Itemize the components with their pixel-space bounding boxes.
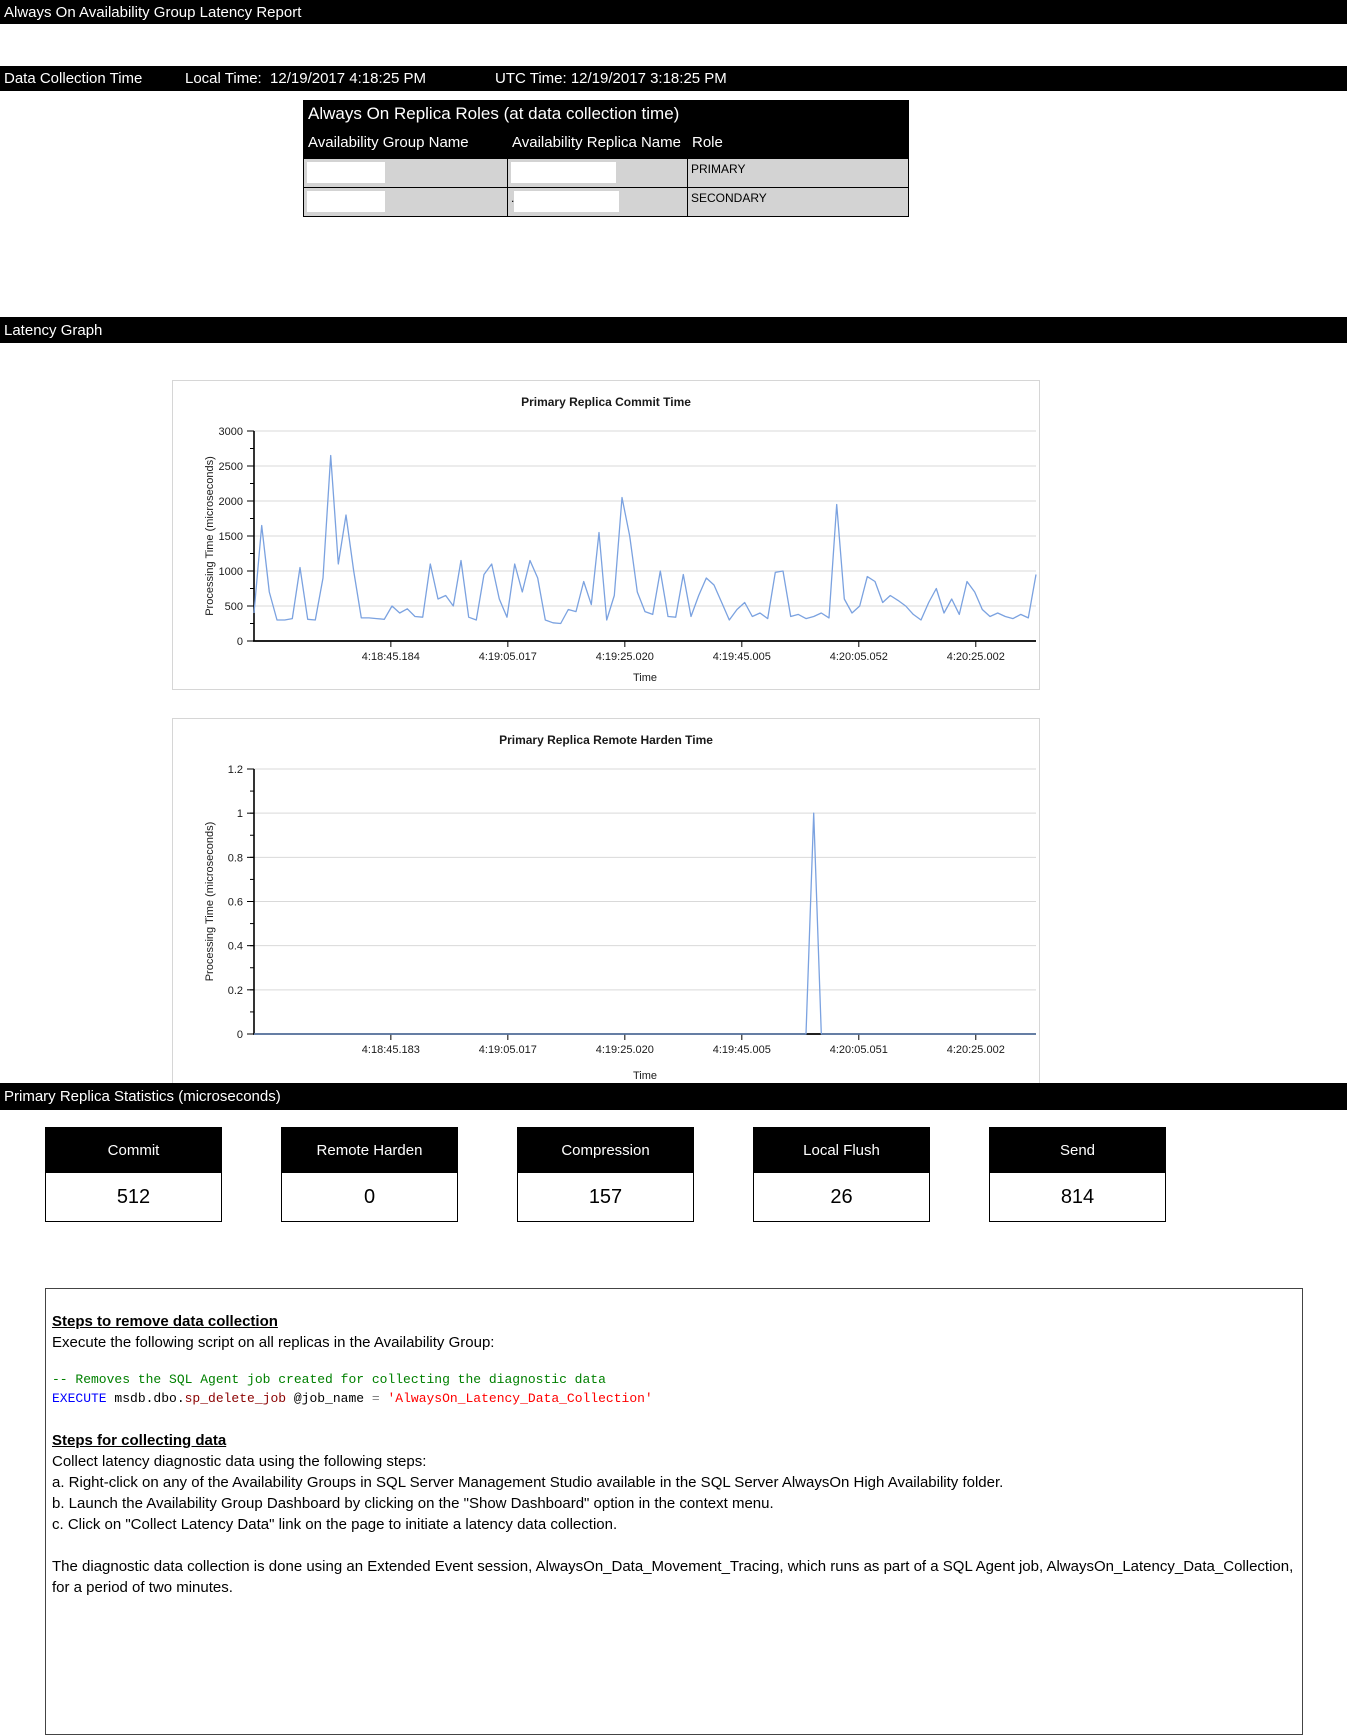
svg-text:4:19:25.020: 4:19:25.020: [595, 1044, 654, 1056]
collect-steps-heading: Steps for collecting data: [52, 1432, 227, 1449]
svg-text:4:20:05.051: 4:20:05.051: [829, 1044, 888, 1056]
collect-step-c: c. Click on "Collect Latency Data" link on the page to initiate a latency data collection.: [52, 1516, 618, 1533]
role-cell: PRIMARY: [687, 159, 909, 187]
group-name-cell: [303, 188, 507, 216]
report-title-bar: [0, 0, 1347, 24]
stat-box-commit: [45, 1127, 222, 1222]
stat-box-compression: [517, 1127, 694, 1222]
svg-text:1.2: 1.2: [227, 764, 243, 776]
commit-time-chart-svg: [173, 381, 1039, 689]
svg-text:1: 1: [236, 808, 243, 821]
svg-text:0: 0: [236, 636, 243, 648]
replica-roles-title: Always On Replica Roles (at data collection time): [303, 100, 909, 128]
svg-text:1000: 1000: [218, 566, 243, 578]
stat-label: Remote Harden: [281, 1127, 458, 1173]
sql-comment-line: -- Removes the SQL Agent job created for collecting the diagnostic data: [52, 1372, 606, 1387]
collection-footer-note: The diagnostic data collection is done using an Extended Event session, AlwaysOn_Data_Movement_Tracing, which runs as part of a SQL Agent job, AlwaysOn_Latency_Data_Collection, for a period of two minutes.: [52, 1558, 1294, 1596]
replica-roles-table: [303, 100, 909, 217]
stat-label: Commit: [45, 1127, 222, 1173]
svg-text:0: 0: [236, 1029, 243, 1041]
svg-text:1500: 1500: [218, 531, 243, 543]
svg-text:0.4: 0.4: [227, 940, 243, 953]
column-header-group: Availability Group Name: [308, 134, 469, 151]
redacted-value: [307, 162, 385, 183]
sql-code-block: [52, 1370, 1294, 1408]
svg-text:0.2: 0.2: [227, 984, 243, 997]
svg-text:4:20:25.002: 4:20:25.002: [946, 651, 1005, 663]
svg-text:500: 500: [224, 601, 243, 613]
svg-text:4:19:45.005: 4:19:45.005: [712, 651, 771, 663]
page-title: Always On Availability Group Latency Report: [4, 3, 302, 21]
sql-execute-line: [52, 1389, 1294, 1408]
collect-step-a: a. Right-click on any of the Availability Groups in SQL Server Management Studio available in the SQL Server AlwaysOn High Availability folder.: [52, 1474, 1004, 1491]
svg-text:4:20:25.002: 4:20:25.002: [946, 1044, 1005, 1056]
redacted-value: [514, 191, 619, 212]
stat-value: 814: [989, 1173, 1166, 1222]
stat-value: 157: [517, 1173, 694, 1222]
utc-time-value: UTC Time: 12/19/2017 3:18:25 PM: [495, 70, 727, 87]
redacted-value: [511, 162, 616, 183]
stat-value: 512: [45, 1173, 222, 1222]
svg-text:2000: 2000: [218, 496, 243, 508]
remove-steps-heading: Steps to remove data collection: [52, 1313, 278, 1330]
stat-box-local-flush: [753, 1127, 930, 1222]
svg-text:Time: Time: [632, 672, 658, 684]
svg-text:Primary Replica Remote Harden: Primary Replica Remote Harden Time: [499, 733, 713, 747]
role-cell: SECONDARY: [687, 188, 909, 216]
svg-text:4:19:45.005: 4:19:45.005: [712, 1044, 771, 1056]
remove-steps-intro: Execute the following script on all replicas in the Availability Group:: [52, 1334, 495, 1351]
svg-text:4:20:05.052: 4:20:05.052: [829, 651, 888, 663]
sql-object: msdb.dbo.: [106, 1391, 185, 1406]
svg-text:Processing Time (microseconds): Processing Time (microseconds): [204, 456, 216, 616]
table-row: [303, 158, 909, 187]
table-bottom-border: [303, 216, 909, 217]
svg-text:2500: 2500: [218, 461, 243, 473]
stat-label: Compression: [517, 1127, 694, 1173]
statistics-label: Primary Replica Statistics (microseconds): [4, 1088, 281, 1105]
commit-time-chart: [172, 380, 1040, 690]
sql-operator: =: [371, 1391, 380, 1406]
stat-value: 26: [753, 1173, 930, 1222]
remote-harden-time-chart: [172, 718, 1040, 1086]
column-header-role: Role: [692, 134, 723, 151]
svg-text:4:18:45.183: 4:18:45.183: [361, 1044, 420, 1056]
latency-graph-label: Latency Graph: [4, 321, 103, 339]
replica-name-cell: [507, 159, 687, 187]
svg-text:4:19:05.017: 4:19:05.017: [478, 1044, 537, 1056]
sql-string-literal: 'AlwaysOn_Latency_Data_Collection': [379, 1391, 653, 1406]
svg-text:4:18:45.184: 4:18:45.184: [361, 651, 420, 663]
stat-box-send: [989, 1127, 1166, 1222]
instructions-box: [45, 1288, 1303, 1735]
stat-label: Send: [989, 1127, 1166, 1173]
replica-prefix: .: [511, 191, 515, 205]
collect-steps-intro: Collect latency diagnostic data using the following steps:: [52, 1453, 427, 1470]
stat-value: 0: [281, 1173, 458, 1222]
sql-param: @job_name: [286, 1391, 372, 1406]
local-time-value: Local Time: 12/19/2017 4:18:25 PM: [185, 70, 426, 87]
svg-text:0.8: 0.8: [227, 852, 243, 865]
replica-roles-header-row: [303, 128, 909, 158]
svg-text:0.6: 0.6: [227, 896, 243, 909]
svg-text:Processing Time (microseconds): Processing Time (microseconds): [204, 821, 216, 982]
svg-text:3000: 3000: [218, 426, 243, 438]
group-name-cell: [303, 159, 507, 187]
stat-label: Local Flush: [753, 1127, 930, 1173]
data-collection-label: Data Collection Time: [4, 70, 143, 87]
column-header-replica: Availability Replica Name: [512, 134, 681, 151]
sql-keyword: EXECUTE: [52, 1391, 107, 1406]
svg-text:Primary Replica Commit Time: Primary Replica Commit Time: [521, 395, 691, 409]
redacted-value: [307, 191, 385, 212]
svg-text:Time: Time: [632, 1070, 658, 1082]
svg-text:4:19:05.017: 4:19:05.017: [478, 651, 537, 663]
svg-text:4:19:25.020: 4:19:25.020: [595, 651, 654, 663]
replica-name-cell: [507, 188, 687, 216]
collect-step-b: b. Launch the Availability Group Dashboard by clicking on the "Show Dashboard" option in the context menu.: [52, 1495, 774, 1512]
remote-harden-time-chart-svg: [173, 719, 1039, 1085]
data-collection-time-bar: [0, 66, 1347, 91]
sql-proc-name: sp_delete_job: [184, 1391, 287, 1406]
latency-graph-section-bar: [0, 317, 1347, 343]
statistics-section-bar: [0, 1083, 1347, 1110]
table-row: [303, 187, 909, 216]
stat-box-remote-harden: [281, 1127, 458, 1222]
